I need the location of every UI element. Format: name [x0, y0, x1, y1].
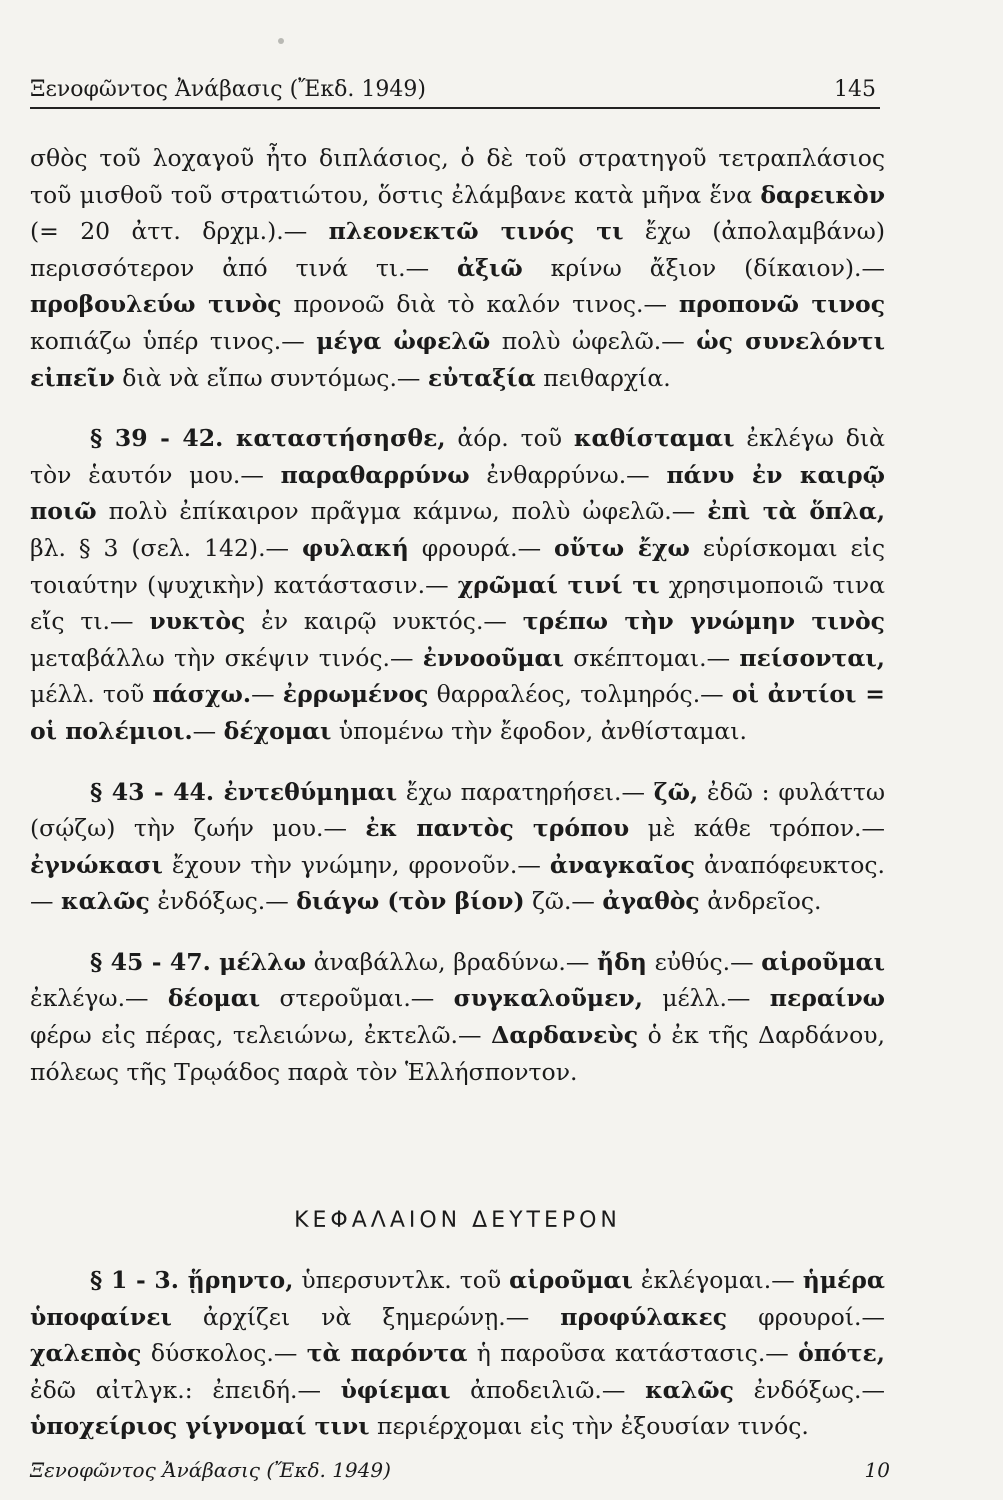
- lemma: καλῶς: [645, 1375, 734, 1404]
- lemma: χαλεπὸς: [30, 1339, 142, 1368]
- text-run: ἐνδόξως.—: [149, 887, 297, 916]
- text-run: —: [251, 680, 283, 709]
- text-run: ἀόρ. τοῦ: [445, 424, 574, 453]
- text-run: ἐνδόξως.—: [733, 1375, 886, 1404]
- text-run: ὑπερσυντλκ. τοῦ: [293, 1266, 510, 1294]
- text-run: ἀνδρεῖος.: [699, 887, 822, 916]
- lemma: ἀξιῶ: [457, 253, 523, 282]
- text-run: πολὺ ἐπίκαιρον πρᾶγμα κάμνω, πολὺ ὠφελῶ.—: [96, 497, 708, 526]
- chapter-body: [30, 1262, 885, 1445]
- chapter-heading: ΚΕΦΑΛΑΙΟΝ ΔΕΥΤΕΡΟΝ: [294, 1208, 621, 1233]
- section-mark: § 39 - 42. καταστήσησθε,: [90, 424, 446, 453]
- text-run: ὁ ἐκ τῆς Δαρδάνου, πόλεως τῆς Τρῳάδος παρὰ τὸν Ἑλλήσποντον.: [30, 1021, 885, 1086]
- text-run: μὲ κάθε τρόπον.—: [629, 814, 885, 843]
- text-run: σκέπτομαι.—: [564, 643, 740, 672]
- text-run: προνοῶ διὰ τὸ καλόν τινος.—: [281, 290, 679, 319]
- text-run: —: [192, 716, 224, 745]
- text-run: φρουροί.—: [727, 1302, 885, 1331]
- lemma: ἡμέρα ὑποφαίνει: [30, 1266, 886, 1331]
- text-run: μέλλ.—: [642, 984, 770, 1013]
- page-footer: [30, 1458, 890, 1482]
- text-run: ἀναβάλλω, βραδύνω.—: [305, 947, 598, 976]
- footer-signature: Ξενοφῶντος Ἀνάβασις (Ἔκδ. 1949): [30, 1458, 391, 1482]
- lemma: ἀγαθὸς: [602, 887, 700, 916]
- lemma: διάγω (τὸν βίον): [296, 887, 525, 916]
- lemma: ἐννοοῦμαι: [422, 643, 564, 672]
- running-title: Ξενοφῶντος Ἀνάβασις (Ἔκδ. 1949): [30, 77, 426, 102]
- text-run: ἐδῶ : φυλάττω (σῴζω) τὴν ζωήν μου.—: [30, 777, 885, 843]
- text-run: φέρω εἰς πέρας, τελειώνω, ἐκτελῶ.—: [30, 1021, 492, 1050]
- text-run: πειθαρχία.: [535, 363, 671, 392]
- lemma: ἀναγκαῖος: [549, 850, 695, 879]
- text-run: σθὸς τοῦ λοχαγοῦ ἦτο διπλάσιος, ὁ δὲ τοῦ στρατηγοῦ τετραπλάσιος τοῦ μισθοῦ τοῦ στρατιώτου, ὅστις ἐλάμβανε κατὰ μῆνα ἕνα: [30, 144, 885, 209]
- text-run: ἐνθαρρύνω.—: [469, 460, 667, 489]
- text-run: διὰ νὰ εἴπω συντόμως.—: [114, 363, 428, 392]
- lemma: αἱροῦμαι: [509, 1266, 633, 1294]
- text-run: ὑπομένω τὴν ἔφοδον, ἀνθίσταμαι.: [331, 716, 747, 745]
- section-mark: § 43 - 44. ἐντεθύμημαι: [90, 777, 398, 806]
- paragraph-43-44: [30, 774, 885, 920]
- lemma: ἤδη: [597, 947, 647, 976]
- lemma: μέγα ὠφελῶ: [316, 326, 491, 355]
- paragraph-1: [30, 140, 885, 396]
- text-run: χρησιμοποιῶ τινα εἴς τι.—: [30, 570, 886, 636]
- paragraph-45-47: [30, 944, 885, 1090]
- lemma: αἱροῦμαι: [761, 947, 885, 976]
- text-run: κοπιάζω ὑπέρ τινος.—: [30, 326, 317, 355]
- lemma: ὑφίεμαι: [340, 1375, 451, 1404]
- sheet-number: 10: [864, 1458, 890, 1482]
- text-run: μεταβάλλω τὴν σκέψιν τινός.—: [30, 643, 423, 672]
- page-body: [30, 140, 885, 1090]
- lemma: ἐγνώκασι: [30, 850, 163, 879]
- lemma: περαίνω: [769, 984, 886, 1013]
- lemma: ὑποχείριος γίγνομαί τινι: [30, 1412, 370, 1441]
- text-run: θαρραλέος, τολμηρός.—: [428, 680, 732, 709]
- text-run: ἐδῶ αἰτλγκ.: ἐπειδή.—: [30, 1375, 341, 1404]
- lemma: προβουλεύω τινὸς: [30, 290, 282, 319]
- lemma: ἐπὶ τὰ ὅπλα,: [707, 497, 885, 526]
- lemma: πάσχω.: [152, 680, 252, 709]
- lemma: εὐταξία: [427, 363, 536, 392]
- text-run: πολὺ ὠφελῶ.—: [490, 326, 697, 355]
- lemma: καθίσταμαι: [573, 424, 735, 453]
- text-run: μέλλ. τοῦ: [30, 680, 153, 709]
- text-run: περιέρχομαι εἰς τὴν ἐξουσίαν τινός.: [369, 1412, 809, 1441]
- section-mark: § 1 - 3. ᾕρηντο,: [90, 1266, 294, 1294]
- text-run: ἐκλέγω διὰ τὸν ἑαυτόν μου.—: [30, 424, 886, 489]
- text-run: δύσκολος.—: [141, 1339, 307, 1368]
- text-run: φρουρά.—: [408, 533, 554, 562]
- lemma: οὕτω ἔχω: [553, 533, 690, 562]
- text-run: ἐκλέγω.—: [30, 984, 168, 1013]
- paragraph-39-42: [30, 420, 885, 749]
- section-mark: § 45 - 47. μέλλω: [90, 947, 306, 976]
- text-run: βλ. § 3 (σελ. 142).—: [30, 533, 302, 562]
- lemma: δέχομαι: [223, 716, 332, 745]
- lemma: χρῶμαί τινί τι: [457, 570, 660, 599]
- text-run: ἀποδειλιῶ.—: [450, 1375, 646, 1404]
- text-run: εὐθύς.—: [646, 947, 762, 976]
- lemma: ὡς συνελόντι εἰπεῖν: [30, 326, 885, 392]
- lemma: φυλακή: [301, 533, 409, 562]
- lemma: ἐκ παντὸς τρόπου: [365, 814, 630, 843]
- print-speck: [278, 38, 284, 44]
- lemma: προπονῶ τινος: [678, 290, 886, 319]
- lemma: πείσονται,: [739, 643, 885, 672]
- text-run: ἐν καιρῷ νυκτός.—: [245, 607, 523, 636]
- text-run: ἔχω παρατηρήσει.—: [397, 777, 654, 806]
- text-run: ἔχω (ἀπολαμβάνω) περισσότερον ἀπό τινά τι.—: [30, 217, 885, 282]
- lemma: νυκτὸς: [149, 607, 246, 636]
- page-number: 145: [834, 77, 876, 102]
- running-header: [30, 77, 880, 109]
- lemma: οἱ ἀντίοι = οἱ πολέμιοι.: [30, 680, 885, 745]
- text-run: ἀναπόφευκτος.—: [30, 850, 885, 916]
- lemma: δαρεικὸν: [760, 180, 885, 209]
- text-run: ἔχουν τὴν γνώμην, φρονοῦν.—: [162, 850, 550, 879]
- lemma: τὰ παρόντα: [306, 1339, 468, 1368]
- lemma: πλεονεκτῶ τινός τι: [328, 217, 624, 246]
- text-run: ἀρχίζει νὰ ξημερώνῃ.—: [171, 1302, 561, 1331]
- lemma: συγκαλοῦμεν,: [453, 984, 643, 1013]
- lemma: προφύλακες: [560, 1302, 728, 1331]
- text-run: κρίνω ἄξιον (δίκαιον).—: [522, 253, 885, 282]
- lemma: παραθαρρύνω: [280, 460, 470, 489]
- lemma: Δαρδανεὺς: [491, 1021, 639, 1050]
- lemma: πάνυ ἐν καιρῷ ποιῶ: [30, 460, 885, 526]
- lemma: τρέπω τὴν γνώμην τινὸς: [522, 607, 885, 636]
- text-run: στεροῦμαι.—: [260, 984, 454, 1013]
- lemma: καλῶς: [60, 887, 150, 916]
- text-run: εὑρίσκομαι εἰς τοιαύτην (ψυχικὴν) κατάστασιν.—: [30, 533, 886, 599]
- lemma: ὁπότε,: [798, 1339, 885, 1368]
- lemma: δέομαι: [167, 984, 261, 1013]
- lemma: ἐρρωμένος: [282, 680, 429, 709]
- lemma: ζῶ,: [653, 777, 699, 806]
- paragraph-1-3: [30, 1262, 885, 1445]
- text-run: ζῶ.—: [524, 887, 603, 916]
- text-run: (= 20 ἀττ. δρχμ.).—: [30, 217, 329, 246]
- text-run: ἡ παροῦσα κατάστασις.—: [467, 1339, 799, 1368]
- text-run: ἐκλέγομαι.—: [632, 1266, 803, 1294]
